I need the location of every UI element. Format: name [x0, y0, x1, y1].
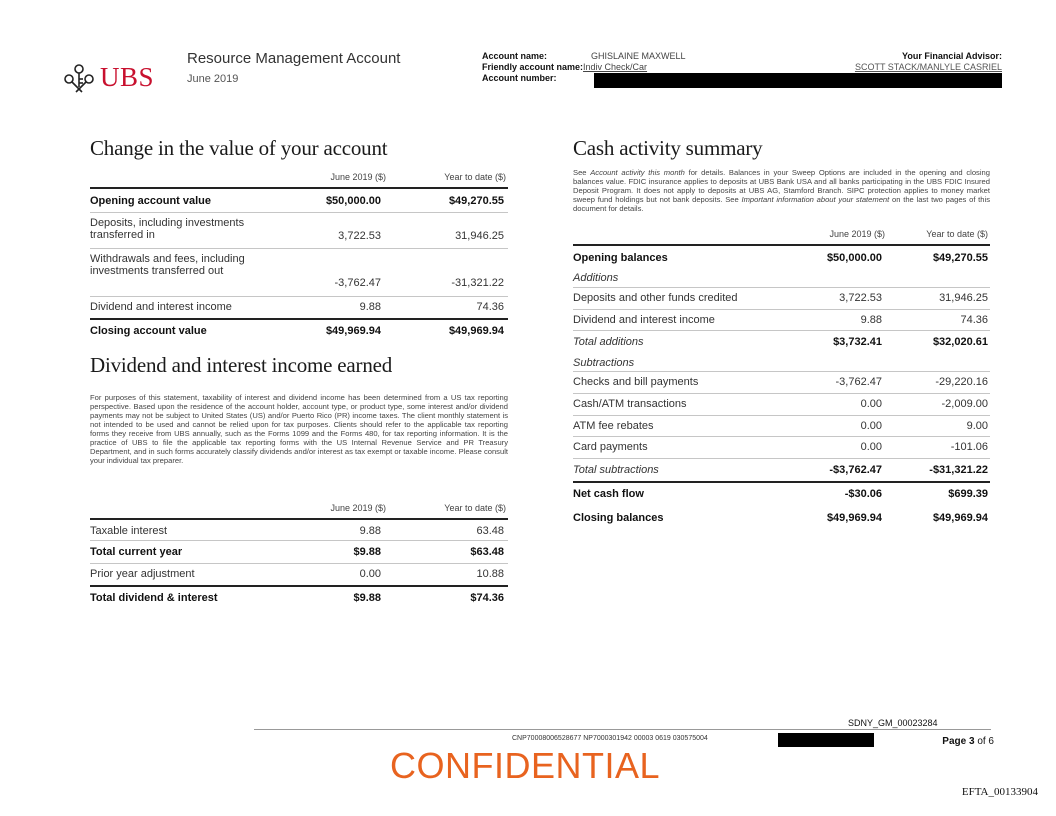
row-month-value: 3,722.53: [839, 292, 882, 304]
row-month-value: $49,969.94: [826, 512, 882, 524]
row-ytd-value: 9.00: [966, 420, 988, 432]
row-ytd-value: -101.06: [950, 441, 988, 453]
table-row: [90, 212, 508, 248]
table-row: [90, 518, 508, 540]
table-row: [573, 436, 990, 458]
table-header: [573, 226, 990, 244]
table-row: [573, 244, 990, 269]
page-number: 3: [968, 736, 975, 747]
row-month-value: $49,969.94: [325, 325, 381, 337]
ubs-logo: [62, 62, 154, 93]
row-month-value: 9.88: [359, 301, 381, 313]
dividend-table: [90, 500, 508, 609]
table-row: [573, 415, 990, 436]
row-ytd-value: 31,946.25: [939, 292, 988, 304]
confidential-stamp: CONFIDENTIAL: [390, 745, 661, 786]
row-label: Deposits, including investments transferred in: [90, 217, 245, 241]
table-row: [90, 540, 508, 563]
row-ytd-value: 31,946.25: [455, 230, 504, 242]
row-label: Prior year adjustment: [90, 568, 195, 580]
cash-activity-note: [573, 168, 990, 213]
cash-activity-table: [573, 226, 990, 530]
financial-advisor: [855, 51, 1002, 73]
row-month-value: -$3,762.47: [829, 464, 882, 476]
row-month-value: 0.00: [860, 441, 882, 453]
tax-disclosure-paragraph: For purposes of this statement, taxability of interest and dividend income has been determined from a US tax reporting perspective. Based upon the residence of the account holder, account type, or product type, some interest and/or dividend payments may not be subject to United States (US) and/or Puerto Rico (PR) income taxes. The client monthly statement is not intended to be used and cannot be relied upon for tax purposes. Clients should refer to the applicable tax reporting forms they receive from UBS annually, such as the Forms 1099 and the Forms 480, for tax reporting information. It is the practice of UBS to file the applicable tax reporting forms with the US Internal Revenue Service and PR Treasury Department, and in such forms accurately classify dividends and/or interest as tax exempt or taxable income. Please consult your individual tax preparer.: [90, 393, 508, 465]
page-label: Page: [942, 736, 967, 747]
account-name: GHISLAINE MAXWELL: [591, 51, 686, 61]
change-value-heading: Change in the value of your account: [90, 136, 388, 160]
table-row: [573, 506, 990, 530]
table-section-label: [573, 353, 990, 371]
row-ytd-value: $49,270.55: [448, 195, 504, 207]
row-label: Checks and bill payments: [573, 376, 699, 388]
row-ytd-value: $49,969.94: [448, 325, 504, 337]
row-ytd-value: 63.48: [476, 525, 504, 537]
row-month-value: $9.88: [353, 592, 381, 604]
table-row: [573, 371, 990, 393]
table-row: [90, 248, 508, 296]
row-label: Dividend and interest income: [573, 314, 715, 326]
row-month-value: 0.00: [860, 398, 882, 410]
table-row: [90, 563, 508, 585]
note-text: on the last two pages of this document for details.: [573, 195, 990, 213]
row-month-value: $9.88: [353, 546, 381, 558]
row-label: Closing balances: [573, 512, 664, 524]
table-row: [90, 585, 508, 609]
statement-title: Resource Management Account: [187, 50, 401, 67]
row-ytd-value: $63.48: [470, 546, 504, 558]
table-row: [90, 296, 508, 318]
row-label: Total subtractions: [573, 464, 659, 476]
note-link-text: Important information about your statement: [741, 195, 890, 204]
page-total: of 6: [977, 736, 994, 747]
note-text: See: [573, 168, 591, 177]
row-month-value: 9.88: [359, 525, 381, 537]
row-month-value: -3,762.47: [835, 376, 882, 388]
ubs-keys-icon: [62, 63, 96, 93]
row-month-value: $50,000.00: [826, 252, 882, 264]
row-month-value: 3,722.53: [338, 230, 381, 242]
row-ytd-value: 10.88: [476, 568, 504, 580]
statement-period: June 2019: [187, 73, 239, 85]
row-ytd-value: $49,969.94: [932, 512, 988, 524]
row-label: Net cash flow: [573, 488, 644, 500]
friendly-name: Indiv Check/Car: [583, 62, 648, 72]
advisor-label: Your Financial Advisor:: [901, 51, 1002, 61]
table-row: [573, 481, 990, 506]
table-row: [573, 309, 990, 330]
row-ytd-value: 74.36: [960, 314, 988, 326]
row-ytd-value: 74.36: [476, 301, 504, 313]
row-ytd-value: -29,220.16: [935, 376, 988, 388]
col-header-month: June 2019 ($): [330, 172, 386, 182]
note-link-text: Account activity this month: [590, 168, 685, 177]
row-label: ATM fee rebates: [573, 420, 654, 432]
table-row: [573, 287, 990, 309]
change-value-table: [90, 169, 508, 342]
account-name-label: Account name:: [482, 51, 548, 61]
col-header-month: June 2019 ($): [330, 503, 386, 513]
row-label: Total current year: [90, 546, 183, 558]
row-ytd-value: $49,270.55: [932, 252, 988, 264]
row-month-value: -$30.06: [844, 488, 882, 500]
col-header-ytd: Year to date ($): [444, 503, 506, 513]
row-month-value: $3,732.41: [833, 336, 882, 348]
row-label: Cash/ATM transactions: [573, 398, 687, 410]
row-ytd-value: -2,009.00: [941, 398, 988, 410]
table-row: [90, 187, 508, 212]
row-label: Total dividend & interest: [90, 592, 218, 604]
row-month-value: 0.00: [860, 420, 882, 432]
bates-number: SDNY_GM_00023284: [848, 718, 938, 728]
dividend-heading: Dividend and interest income earned: [90, 353, 393, 377]
account-number-label: Account number:: [482, 73, 557, 83]
row-label: Total additions: [573, 336, 644, 348]
col-header-month: June 2019 ($): [829, 229, 885, 239]
row-label: Opening balances: [573, 252, 668, 264]
efta-number: EFTA_00133904: [961, 786, 1038, 798]
row-label: Card payments: [573, 441, 648, 453]
row-label: Taxable interest: [90, 525, 168, 537]
row-label: Subtractions: [573, 357, 635, 369]
account-number-redaction: [594, 73, 1002, 88]
row-label: Opening account value: [90, 195, 212, 207]
document-id: CNP70008006528677 NP7000301942 00003 0619 030575004: [512, 735, 708, 742]
table-header: [90, 169, 508, 187]
row-label: Deposits and other funds credited: [573, 292, 738, 304]
friendly-name-label: Friendly account name:: [482, 62, 584, 72]
row-ytd-value: $699.39: [948, 488, 988, 500]
table-row: [573, 393, 990, 415]
row-month-value: 9.88: [860, 314, 882, 326]
page-indicator: [942, 736, 994, 747]
table-header: [90, 500, 508, 518]
table-section-label: [573, 269, 990, 287]
row-label: Additions: [573, 272, 619, 284]
cash-activity-heading: Cash activity summary: [573, 136, 763, 160]
row-ytd-value: -31,321.22: [451, 277, 504, 289]
row-ytd-value: $32,020.61: [932, 336, 988, 348]
brand-name: UBS: [100, 62, 155, 92]
table-row: [573, 458, 990, 481]
col-header-ytd: Year to date ($): [444, 172, 506, 182]
row-month-value: 0.00: [359, 568, 381, 580]
row-label: Withdrawals and fees, including investments transferred out: [90, 253, 245, 277]
row-label: Dividend and interest income: [90, 301, 232, 313]
advisor-name: SCOTT STACK/MANLYLE CASRIEL: [854, 62, 1002, 72]
table-row: [90, 318, 508, 342]
row-ytd-value: -$31,321.22: [929, 464, 988, 476]
note-text: for details. Balances in your Sweep Options are included in the opening and closing balances value. FDIC insurance applies to deposits at UBS Bank USA and all banks participating in the UBS FDIC Insured Deposit Program. It does not apply to deposits at UBS AG, Stamford Branch. SIPC protection applies to money market sweep fund holdings but not bank deposits. See: [573, 168, 990, 204]
row-ytd-value: $74.36: [470, 592, 504, 604]
row-label: Closing account value: [90, 325, 207, 337]
footer-redaction: [778, 733, 874, 747]
table-row: [573, 330, 990, 353]
footer-divider: [254, 729, 991, 730]
row-month-value: $50,000.00: [325, 195, 381, 207]
row-month-value: -3,762.47: [334, 277, 381, 289]
col-header-ytd: Year to date ($): [926, 229, 988, 239]
